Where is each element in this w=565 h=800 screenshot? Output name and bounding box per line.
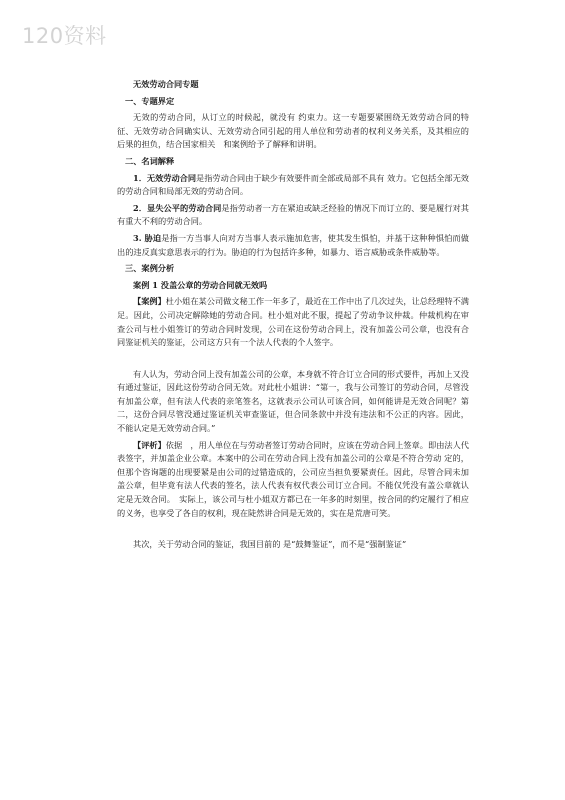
- paragraph-intro: 无效的劳动合同，从订立的时候起，就没有 约束力。这一专题要紧围绕无效劳动合同的特征、无效劳动合同确实认、无效劳动合同引起的用人单位和劳动者的权利义务关系，及其相应的 后果的担负，结合国家相关 和案例给予了解释和讲明。: [117, 112, 469, 150]
- section-heading-3: 三、案例分析: [125, 263, 175, 274]
- case-text: 杜小姐在某公司做文秘工作一年多了，最近在工作中出了几次过失，让总经理特不满足。因此，公司决定解除她的劳动合同。杜小姐对此不服，提起了劳动争议仲裁。仲裁机构在审查公司与杜小姐签订的劳动合同时发现，公司在这份劳动合同上，没有加盖公司公章，也没有合同鉴证机关的鉴证，公司这方只有一个法人代表的个人签字。: [117, 296, 469, 348]
- last-paragraph: 其次，关于劳动合同的鉴证，我国目前的 是“鼓舞鉴证”，而不是“强制鉴证”: [133, 539, 407, 550]
- term-definition-2: [117, 202, 469, 229]
- section-heading-1: 一、专题界定: [125, 95, 175, 106]
- review-paragraph: [117, 439, 469, 521]
- term-definition-3: [117, 232, 469, 259]
- case-label: 【案例】: [133, 296, 166, 307]
- review-label: 【评析】: [133, 439, 166, 450]
- case-title: 案例 1 没盖公章的劳动合同就无效吗: [133, 279, 268, 290]
- doc-title: 无效劳动合同专题: [133, 79, 199, 89]
- term-text: 是指一方当事人向对方当事人表示施加危害，使其发生惧怕，并基于这种种惧怕而做出的违反真实意思表示的行为。胁迫的行为包括许多种，如暴力、语言威胁或条件威胁等。: [117, 232, 469, 257]
- term-label: 1．无效劳动合同: [133, 172, 197, 183]
- term-text: 是指劳动者一方在紧迫或缺乏经验的情况下而订立的、要是履行对其有重大不利的劳动合同。: [117, 202, 469, 227]
- term-label: 3. 胁迫: [133, 232, 162, 243]
- document-body: [117, 78, 469, 555]
- opinion-paragraph: 有人认为，劳动合同上没有加盖公司的公章，本身就不符合订立合同的形式要件，再加上又没有通过鉴证，因此这份劳动合同无效。对此杜小姐讲：“第一，我与公司签订的劳动合同，尽管没有加盖公章，但有法人代表的亲笔签名，这就表示公司认可该合同，如何能讲是无效合同呢？第二，这份合同尽管没通过鉴证机关审查鉴证，但合同条款中并没有违法和不公正的内容。因此，不能认定是无效劳动合同。”: [117, 368, 469, 434]
- term-label: 2．显失公平的劳动合同: [133, 202, 222, 213]
- case-paragraph: [117, 295, 469, 349]
- section-heading-2: 二、名词解释: [125, 155, 175, 166]
- review-text: 依据 ，用人单位在与劳动者签订劳动合同时，应该在劳动合同上签章。即由法人代表签字，并加盖企业公章。本案中的公司在劳动合同上没有加盖公司的公章是不符合劳动 定的，但那个咨询题的出现要紧是由公司的过错造成的，公司应当担负要紧责任。因此，尽管合同未加盖公章，但毕竟有法人代表的签名，法人代表有权代表公司订立合同。不能仅凭没有盖公章就认定是无效合同。 实际上，该公司与杜小姐双方都已在一年多的时刻里，按合同的约定履行了相应的义务，也享受了各自的权利，现在陡然讲合同是无效的，实在是荒唐可笑。: [117, 439, 469, 518]
- term-definition-1: [117, 172, 469, 199]
- term-text: 是指劳动合同由于缺少有效要件而全部或局部不具有 效力。它包括全部无效的劳动合同和局部无效的劳动合同。: [117, 172, 469, 197]
- watermark-logo: 120资料: [22, 24, 107, 48]
